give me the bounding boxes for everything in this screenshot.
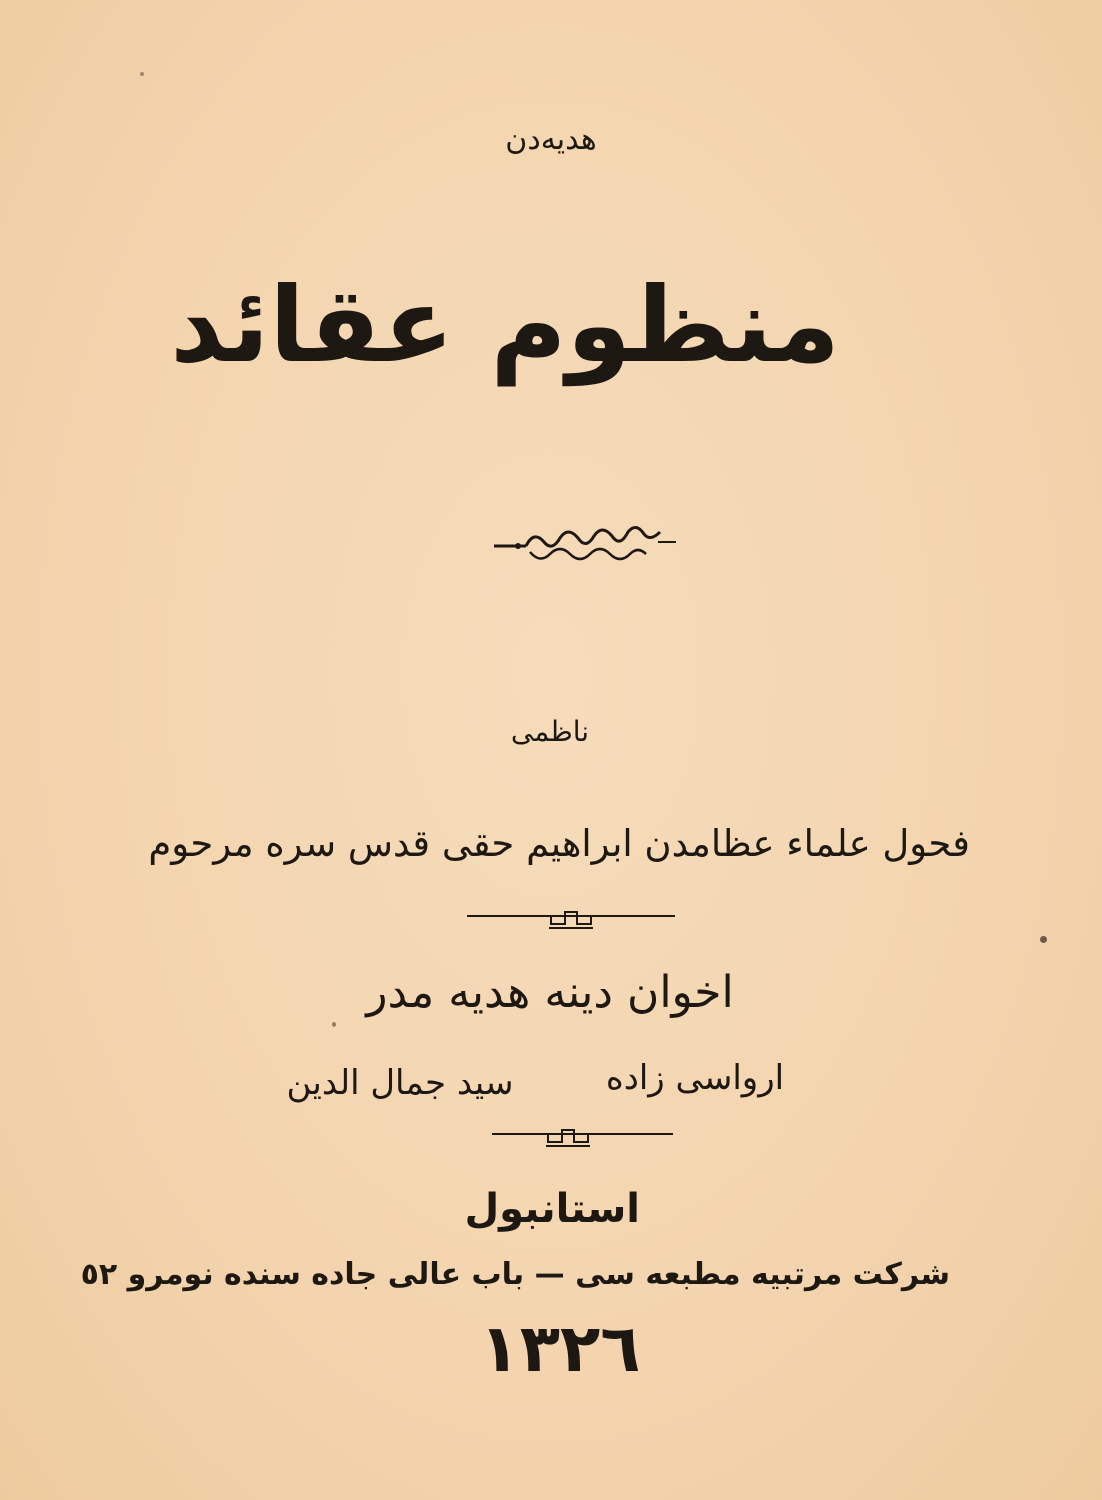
paper-speck	[140, 72, 144, 76]
author-label: ناظمی	[510, 715, 590, 748]
publication-year: ١٣٢٦	[479, 1310, 641, 1387]
book-title: منظوم عقائد	[170, 264, 840, 386]
divider-rule-1	[465, 906, 677, 932]
city-name: استانبول	[464, 1186, 640, 1232]
top-line-text: هدیه‌دن	[505, 122, 597, 157]
dedication-line: اخوان دینه هدیه مدر	[366, 967, 734, 1018]
name-right: ارواسی زاده	[605, 1058, 785, 1098]
paper-speck	[332, 1022, 336, 1027]
printer-line: شرکت مرتبیه مطبعه سی — باب عالی جاده سنده نومرو ٥٢	[80, 1257, 950, 1292]
author-line: فحول علماء عظامدن ابراهیم حقی قدس سره مرحوم	[148, 822, 970, 865]
name-left: سید جمال الدین	[286, 1063, 514, 1103]
decorative-ornament	[490, 522, 680, 568]
divider-rule-2	[490, 1124, 675, 1150]
paper-speck	[1040, 936, 1047, 943]
